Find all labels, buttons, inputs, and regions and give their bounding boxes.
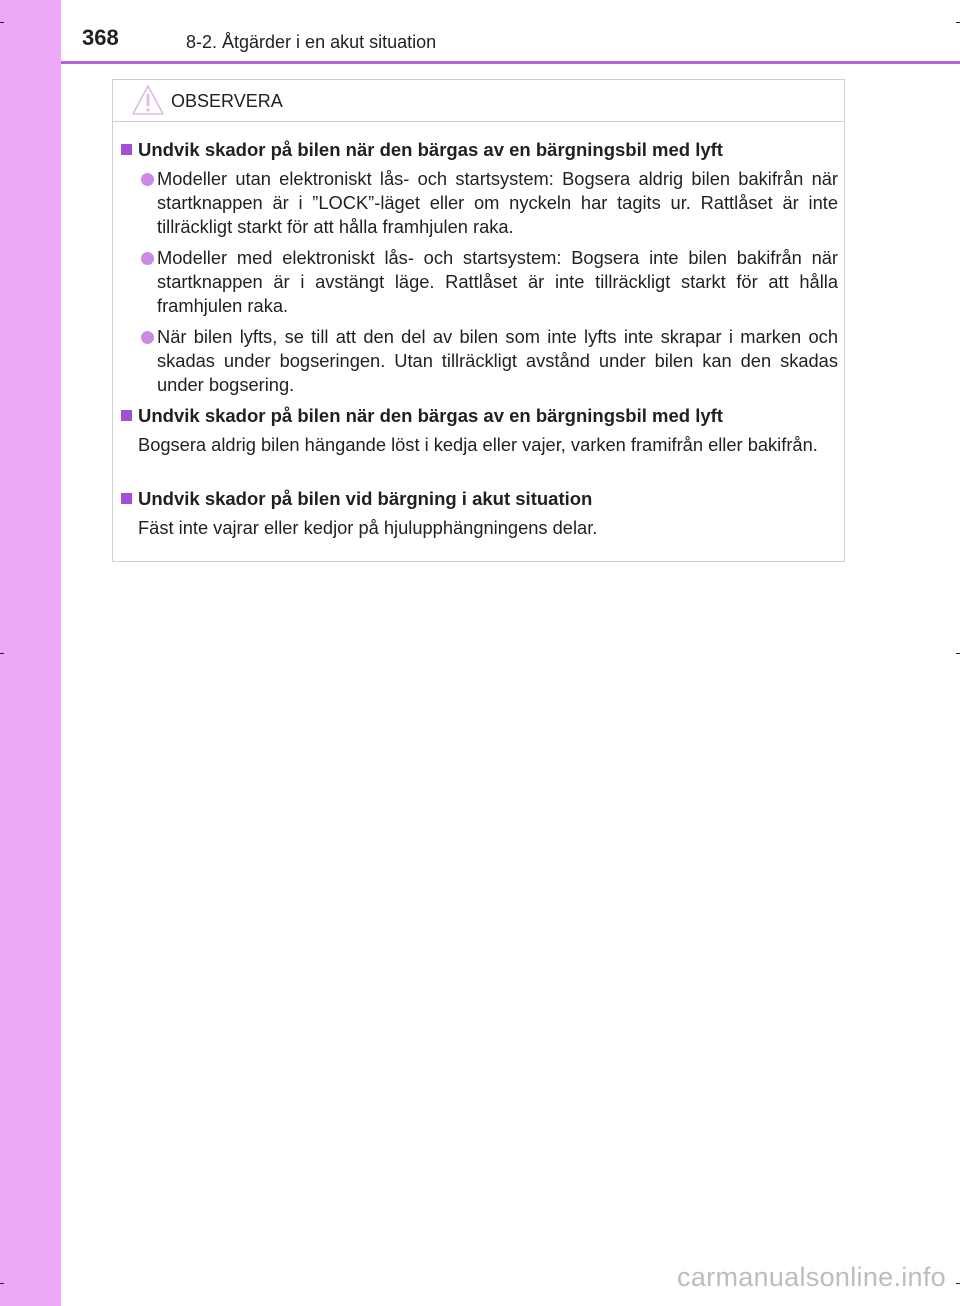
round-bullet-icon: [141, 173, 154, 186]
bullet-text: Modeller utan elektroniskt lås- och startsystem: Bogsera aldrig bilen bakifrån när startknappen är i ”LOCK”-läget eller om nyckeln har tagits ur. Rattlåset är inte tillräckligt starkt för att hålla framhjulen raka.: [157, 168, 838, 237]
notice-header: [113, 80, 844, 122]
crop-mark: [0, 22, 4, 23]
crop-mark: [956, 1283, 960, 1284]
section-heading-text: Undvik skador på bilen när den bärgas av en bärgningsbil med lyft: [138, 405, 723, 426]
paragraph-text: Fäst inte vajrar eller kedjor på hjulupphängningens delar.: [138, 517, 598, 538]
warning-triangle-icon: [131, 84, 165, 121]
section-heading: [121, 138, 723, 162]
square-bullet-icon: [121, 410, 132, 421]
page-number: 368: [82, 25, 119, 50]
round-bullet-icon: [141, 252, 154, 265]
notice-box: [112, 79, 845, 562]
crop-mark: [0, 653, 4, 654]
square-bullet-icon: [121, 493, 132, 504]
notice-title: OBSERVERA: [171, 91, 283, 111]
crop-mark: [956, 653, 960, 654]
round-bullet-icon: [141, 331, 154, 344]
bullet-text: När bilen lyfts, se till att den del av bilen som inte lyfts inte skrapar i marken och skadas under bogseringen. Utan tillräckligt avstånd under bilen kan den skadas under bogsering.: [157, 326, 838, 395]
section-heading-text: Undvik skador på bilen när den bärgas av en bärgningsbil med lyft: [138, 139, 723, 160]
bullet-text: Modeller med elektroniskt lås- och startsystem: Bogsera inte bilen bakifrån när startknappen är i avstängt läge. Rattlåset är inte tillräckligt starkt för att hålla framhjulen raka.: [157, 247, 838, 316]
paragraph-text: Bogsera aldrig bilen hängande löst i kedja eller vajer, varken framifrån eller bakifrån.: [138, 434, 818, 455]
square-bullet-icon: [121, 144, 132, 155]
section-heading: [121, 487, 592, 511]
crop-mark: [956, 22, 960, 23]
section-heading-text: Undvik skador på bilen vid bärgning i akut situation: [138, 488, 593, 509]
watermark: carmanualsonline.info: [677, 1262, 946, 1292]
crop-mark: [0, 1283, 4, 1284]
section-heading: [121, 404, 723, 428]
header-rule: [61, 61, 960, 64]
section-title: 8-2. Åtgärder i en akut situation: [186, 32, 437, 52]
side-color-band: [0, 0, 61, 1306]
